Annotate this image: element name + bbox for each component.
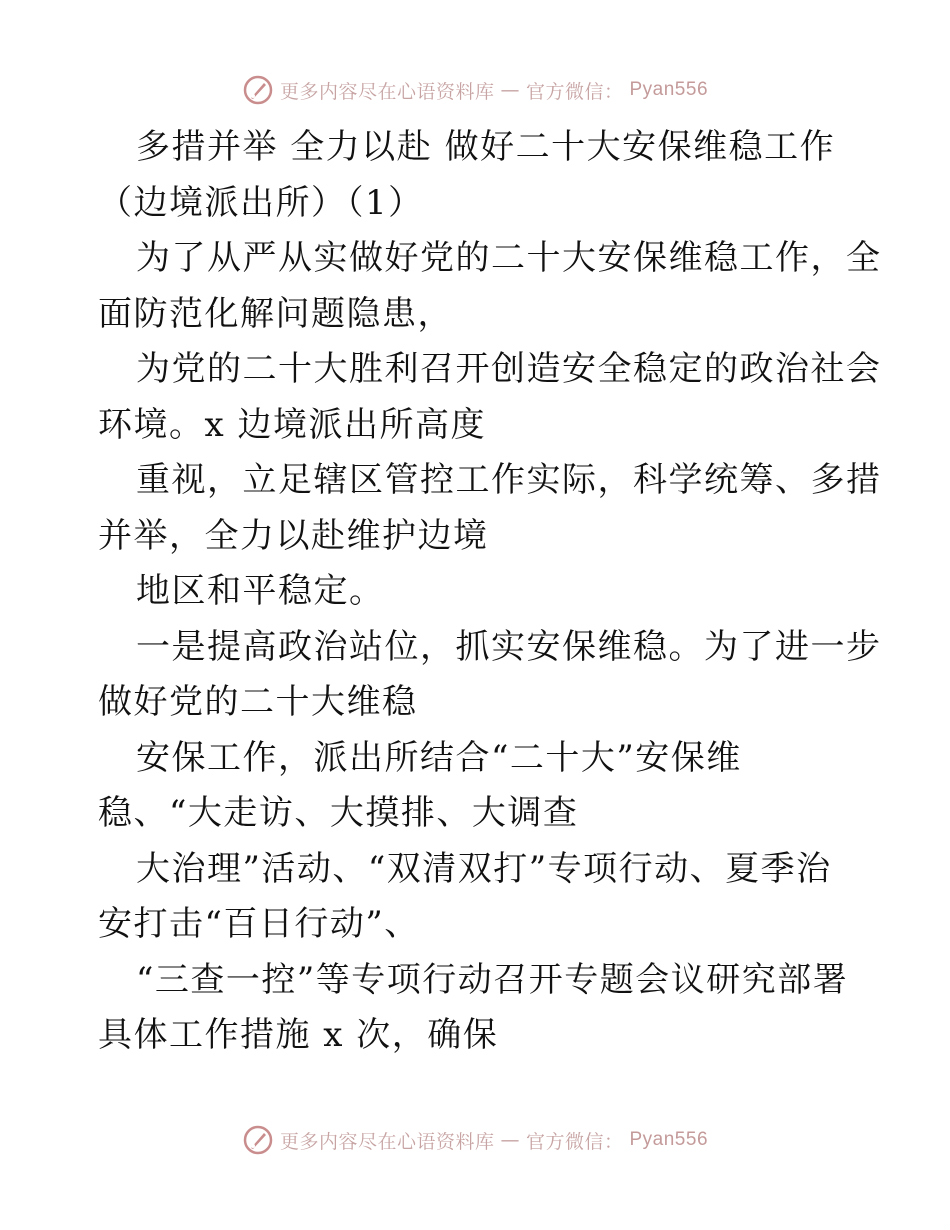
text-line: 做好党的二十大维稳 xyxy=(98,682,418,722)
watermark-header xyxy=(0,70,950,110)
watermark-official: 官方微信： xyxy=(525,1130,624,1153)
text-line: 面防范化解问题隐患， xyxy=(98,293,453,334)
text-line: 并举，全力以赴维护边境 xyxy=(98,515,489,556)
text-line: 具体工作措施 x 次，确保 xyxy=(98,1015,499,1055)
text-line: “三查一控”等专项行动召开专题会议研究部署 xyxy=(136,959,849,1000)
text-line: 大治理”活动、“双清双打”专项行动、夏季治 xyxy=(136,848,832,889)
watermark-account: Pyan556 xyxy=(629,79,709,100)
text-line: 一是提高政治站位，抓实安保维稳。为了进一步 xyxy=(136,626,882,667)
text-line: 环境。x 边境派出所高度 xyxy=(98,404,486,445)
quill-circle-icon xyxy=(242,74,274,106)
watermark-account: Pyan556 xyxy=(629,1129,709,1150)
text-line: （边境派出所）（1） xyxy=(98,182,424,223)
text-line: 地区和平稳定。 xyxy=(136,571,385,611)
watermark-official: 官方微信： xyxy=(525,80,624,103)
quill-circle-icon xyxy=(242,1124,274,1156)
text-line: 多措并举 全力以赴 做好二十大安保维稳工作 xyxy=(136,127,836,167)
watermark-footer xyxy=(0,1120,950,1160)
watermark-text: 更多内容尽在心语资料库 xyxy=(279,80,495,103)
text-line: 安打击“百日行动”、 xyxy=(98,904,420,944)
text-line: 为了从严从实做好党的二十大安保维稳工作，全 xyxy=(136,238,882,278)
watermark-text: 更多内容尽在心语资料库 xyxy=(279,1130,495,1153)
text-line: 为党的二十大胜利召开创造安全稳定的政治社会 xyxy=(136,349,882,389)
text-line: 稳、“大走访、大摸排、大调查 xyxy=(98,793,579,833)
watermark-dash: — xyxy=(500,79,520,101)
text-line: 安保工作，派出所结合“二十大”安保维 xyxy=(136,737,742,778)
watermark-dash: — xyxy=(500,1129,520,1151)
document-body xyxy=(98,120,882,1064)
text-line: 重视，立足辖区管控工作实际，科学统筹、多措 xyxy=(136,460,882,500)
